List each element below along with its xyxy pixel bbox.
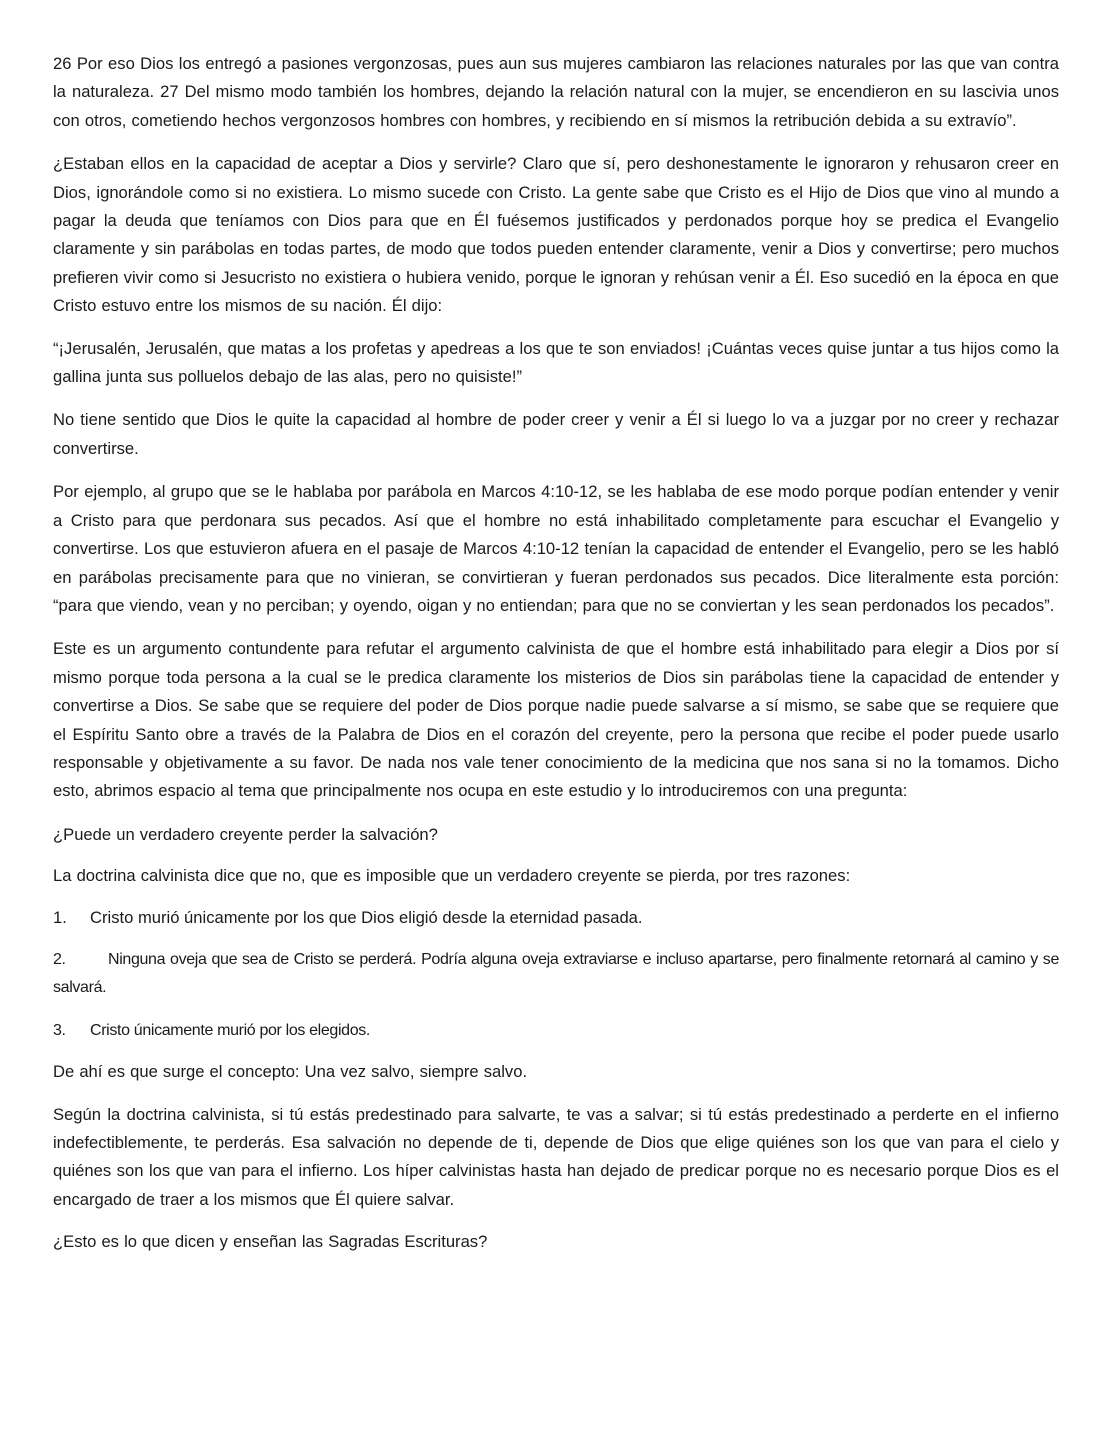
- paragraph-calvinist-doctrine: La doctrina calvinista dice que no, que es imposible que un verdadero creyente se pierda, por tres razones:: [53, 866, 851, 886]
- paragraph-no-sense: No tiene sentido que Dios le quite la capacidad al hombre de poder creer y venir a Él si luego lo va a juzgar por no creer y rechazar convertirse.: [53, 410, 1059, 458]
- paragraph-mark-example: Por ejemplo, al grupo que se le hablaba por parábola en Marcos 4:10-12, se les hablaba de ese modo porque podían entender y venir a Cristo para que perdonara sus pecados. Así que el hombre no está inhabilitado completamente para escuchar el Evangelio y convertirse. Los que estuvieron afuera en el pasaje de Marcos 4:10-12 tenían la capacidad de entender el Evangelio, pero se les habló en parábolas precisamente para que no vinieran, se convirtieran y fueran perdonados sus pecados. Dice literalmente esta porción: “para que viendo, vean y no perciban; y oyendo, oigan y no entiendan; para que no se conviertan y les sean perdonados los pecados”.: [53, 482, 1059, 615]
- list-number: 3.: [53, 1021, 66, 1039]
- paragraph-capacity-question: ¿Estaban ellos en la capacidad de aceptar a Dios y servirle? Claro que sí, pero deshonestamente le ignoraron y rehusaron creer en Dios, ignorándole como si no existiera. Lo mismo sucede con Cristo. La gente sabe que Cristo es el Hijo de Dios que vino al mundo a pagar la deuda que teníamos con Dios para que en Él fuésemos justificados y perdonados porque hoy se predica el Evangelio claramente y sin parábolas en todas partes, de modo que todos pueden entender claramente, venir a Dios y convertirse; pero muchos prefieren vivir como si Jesucristo no existiera o hubiera venido, porque le ignoran y rehúsan venir a Él. Eso sucedió en la época en que Cristo estuvo entre los mismos de su nación. Él dijo:: [53, 154, 1059, 316]
- paragraph-predestination: Según la doctrina calvinista, si tú estás predestinado para salvarte, te vas a salvar; si tú estás predestinado a perderte en el infierno indefectiblemente, te perderás. Esa salvación no depende de ti, depende de Dios que elige quiénes son los que van para el cielo y quiénes son los que van para el infierno. Los híper calvinistas hasta han dejado de predicar porque no es necesario porque Dios es el encargado de traer a los mismos que Él quiere salvar.: [53, 1104, 1059, 1209]
- list-item-1: [53, 904, 1059, 932]
- section-question: ¿Puede un verdadero creyente perder la salvación?: [53, 824, 438, 844]
- paragraph-argument: Este es un argumento contundente para refutar el argumento calvinista de que el hombre está inhabilitado para elegir a Dios por sí mismo porque toda persona a la cual se le predica claramente los misterios de Dios sin parábolas tiene la capacidad de entender y convertirse a Dios. Se sabe que se requiere del poder de Dios porque nadie puede salvarse a sí mismo, se sabe que se requiere que el Espíritu Santo obre a través de la Palabra de Dios en el corazón del creyente, pero la persona que recibe el poder puede usarlo responsable y objetivamente a su favor. De nada nos vale tener conocimiento de la medicina que nos sana si no la tomamos. Dicho esto, abrimos espacio al tema que principalmente nos ocupa en este estudio y lo introduciremos con una pregunta:: [53, 639, 1059, 801]
- list-text: Cristo murió únicamente por los que Dios eligió desde la eternidad pasada.: [90, 907, 643, 927]
- document-page: [53, 50, 1059, 1272]
- closing-question: ¿Esto es lo que dicen y enseñan las Sagradas Escrituras?: [53, 1232, 488, 1252]
- list-text: Ninguna oveja que sea de Cristo se perderá. Podría alguna oveja extraviarse e incluso apartarse, pero finalmente retornará al camino y se salvará.: [53, 950, 1059, 997]
- list-number: 1.: [53, 907, 67, 927]
- list-item-2: [53, 946, 1059, 1003]
- list-number: 2.: [53, 950, 66, 968]
- paragraph-romans-quote: 26 Por eso Dios los entregó a pasiones vergonzosas, pues aun sus mujeres cambiaron las relaciones naturales por las que van contra la naturaleza. 27 Del mismo modo también los hombres, dejando la relación natural con la mujer, se encendieron en su lascivia unos con otros, cometiendo hechos vergonzosos hombres con hombres, y recibiendo en sí mismos la retribución debida a su extravío”.: [53, 54, 1059, 130]
- list-item-3: [53, 1017, 1059, 1045]
- paragraph-once-saved: De ahí es que surge el concepto: Una vez salvo, siempre salvo.: [53, 1062, 528, 1082]
- paragraph-jerusalem-quote: “¡Jerusalén, Jerusalén, que matas a los profetas y apedreas a los que te son enviados! ¡Cuántas veces quise juntar a tus hijos como la gallina junta sus polluelos debajo de las alas, pero no quisiste!”: [53, 338, 1059, 387]
- list-text: Cristo únicamente murió por los elegidos.: [90, 1021, 371, 1039]
